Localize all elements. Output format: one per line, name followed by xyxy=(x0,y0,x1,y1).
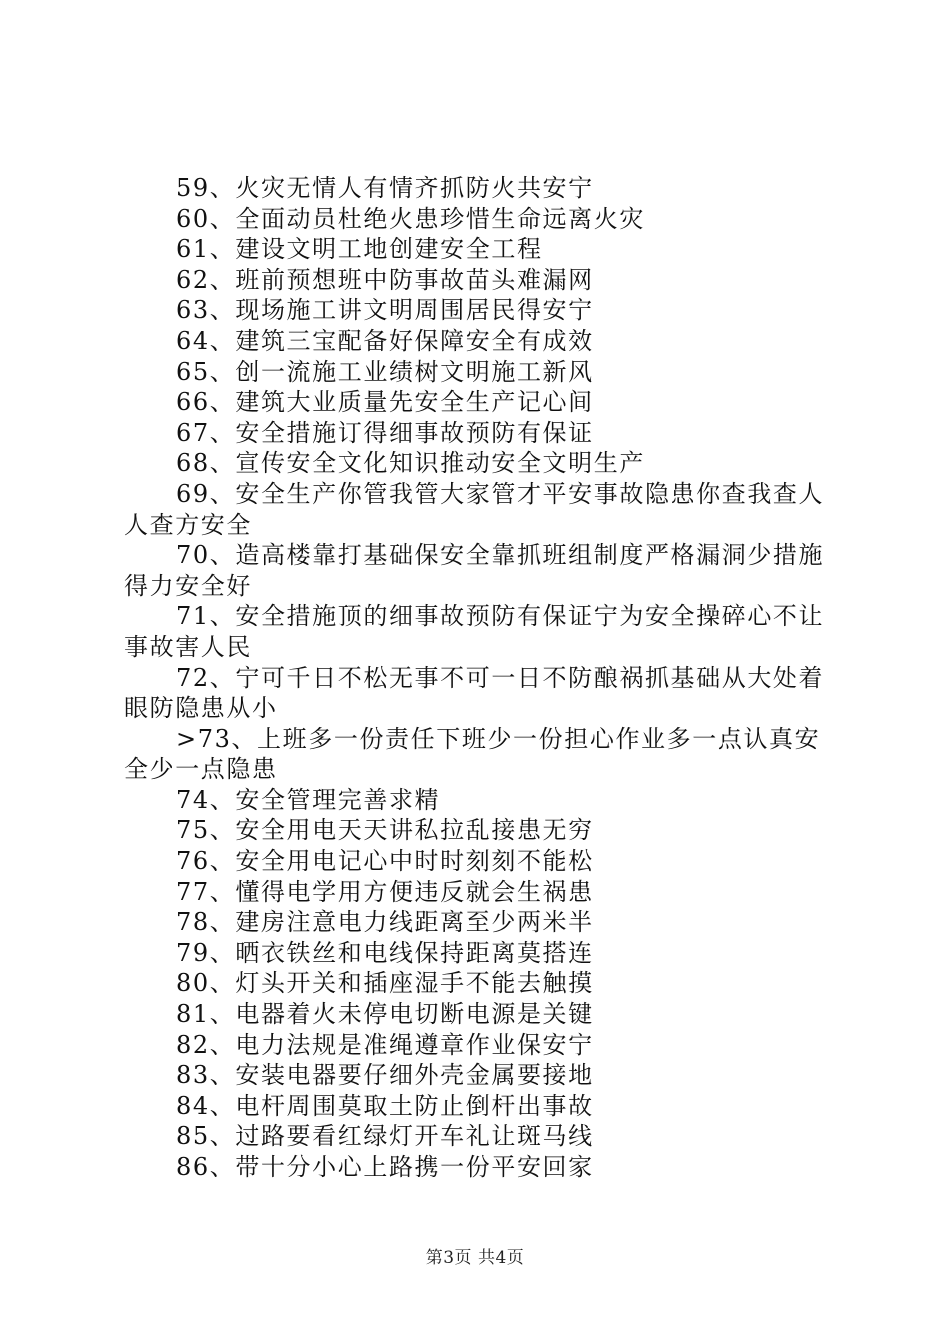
list-item: 84、电杆周围莫取土防止倒杆出事故 xyxy=(176,1091,594,1120)
list-item: 67、安全措施订得细事故预防有保证 xyxy=(176,418,594,447)
list-item: 63、现场施工讲文明周围居民得安宁 xyxy=(176,296,594,325)
slogan-list xyxy=(124,173,836,1183)
list-item: 68、宣传安全文化知识推动安全文明生产 xyxy=(176,449,645,478)
list-item: 86、带十分小心上路携一份平安回家 xyxy=(176,1153,594,1181)
list-item: 59、火灾无情人有情齐抓防火共安宁 xyxy=(176,174,594,202)
list-item: 66、建筑大业质量先安全生产记心间 xyxy=(176,388,594,417)
list-item: >73、上班多一份责任下班少一份担心作业多一点认真安全少一点隐患 xyxy=(124,724,821,784)
list-item: 75、安全用电天天讲私拉乱接患无穷 xyxy=(176,816,594,845)
list-item: 69、安全生产你管我管大家管才平安事故隐患你查我查人人查方安全 xyxy=(124,479,825,539)
list-item: 79、晒衣铁丝和电线保持距离莫搭连 xyxy=(176,938,594,967)
list-item: 61、建设文明工地创建安全工程 xyxy=(176,235,543,264)
list-item: 81、电器着火未停电切断电源是关键 xyxy=(176,1000,594,1029)
list-item: 60、全面动员杜绝火患珍惜生命远离火灾 xyxy=(176,204,645,233)
list-item: 65、创一流施工业绩树文明施工新风 xyxy=(176,357,594,386)
list-item: 70、造高楼靠打基础保安全靠抓班组制度严格漏洞少措施得力安全好 xyxy=(124,541,825,600)
list-item: 72、宁可千日不松无事不可一日不防酿祸抓基础从大处着眼防隐患从小 xyxy=(124,663,825,723)
list-item: 62、班前预想班中防事故苗头难漏网 xyxy=(176,265,594,294)
list-item: 71、安全措施顶的细事故预防有保证宁为安全操碎心不让事故害人民 xyxy=(124,602,825,661)
list-item: 64、建筑三宝配备好保障安全有成效 xyxy=(176,326,594,355)
list-item: 76、安全用电记心中时时刻刻不能松 xyxy=(176,847,594,876)
list-item: 85、过路要看红绿灯开车礼让斑马线 xyxy=(176,1122,594,1151)
list-item: 82、电力法规是准绳遵章作业保安宁 xyxy=(176,1030,594,1059)
page-number-footer: 第3页 共4页 xyxy=(425,1248,525,1268)
list-item: 74、安全管理完善求精 xyxy=(176,785,441,814)
list-item: 80、灯头开关和插座湿手不能去触摸 xyxy=(176,969,594,998)
list-item: 83、安装电器要仔细外壳金属要接地 xyxy=(176,1061,594,1090)
list-item: 78、建房注意电力线距离至少两米半 xyxy=(176,908,594,937)
list-item: 77、懂得电学用方便违反就会生祸患 xyxy=(176,877,594,906)
